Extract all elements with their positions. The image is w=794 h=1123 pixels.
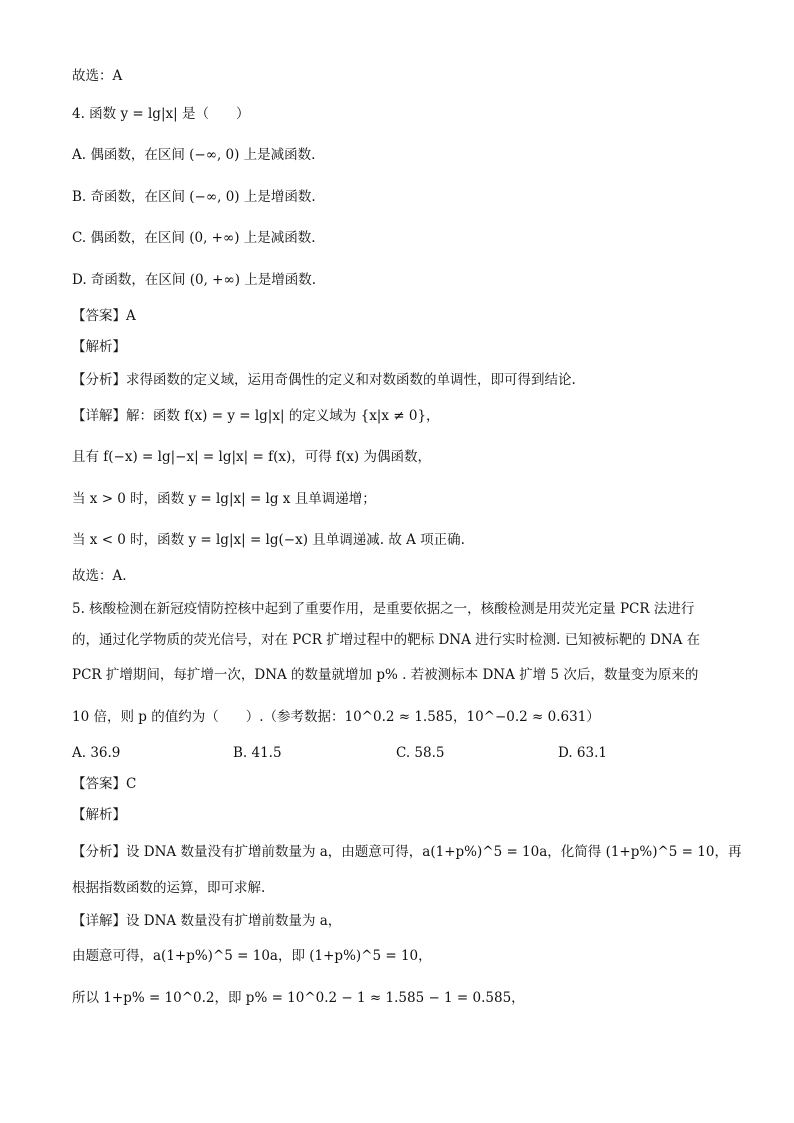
- question-4-answer: 【答案】A: [72, 308, 136, 324]
- question-5-option-a: A. 36.9: [72, 745, 121, 761]
- question-4-detail-1: 【详解】解：函数 f(x) = y = lg|x| 的定义域为 {x|x ≠ 0}，: [72, 408, 440, 424]
- question-5-detail-1: 【详解】设 DNA 数量没有扩增前数量为 a，: [72, 913, 342, 929]
- question-4-analysis-heading: 【解析】: [72, 339, 126, 355]
- question-5-stem-3: PCR 扩增期间，每扩增一次，DNA 的数量就增加 p% . 若被测标本 DNA 扩增 5 次后，数量变为原来的: [72, 667, 699, 683]
- question-5-option-b: B. 41.5: [233, 745, 282, 761]
- question-5-answer: 【答案】C: [72, 776, 137, 792]
- question-4-analysis: 【分析】求得函数的定义域，运用奇偶性的定义和对数函数的单调性，即可得到结论.: [72, 372, 576, 388]
- question-4-detail-4: 当 x < 0 时，函数 y = lg|x| = lg(−x) 且单调递减. 故 A 项正确.: [72, 532, 465, 548]
- question-4-option-d: D. 奇函数，在区间 (0, +∞) 上是增函数.: [72, 272, 317, 288]
- question-4-detail-3: 当 x > 0 时，函数 y = lg|x| = lg x 且单调递增；: [72, 491, 376, 507]
- question-5-stem-2: 的，通过化学物质的荧光信号，对在 PCR 扩增过程中的靶标 DNA 进行实时检测. 已知被标靶的 DNA 在: [72, 632, 701, 648]
- question-5-option-d: D. 63.1: [558, 745, 607, 761]
- question-5-detail-3: 所以 1+p% = 10^0.2，即 p% = 10^0.2 − 1 ≈ 1.585 − 1 = 0.585，: [72, 990, 525, 1006]
- question-4-option-b: B. 奇函数，在区间 (−∞, 0) 上是增函数.: [72, 189, 316, 205]
- question-5-option-c: C. 58.5: [396, 745, 445, 761]
- question-5-detail-2: 由题意可得，a(1+p%)^5 = 10a，即 (1+p%)^5 = 10，: [72, 948, 432, 964]
- question-4-choice: 故选：A.: [72, 568, 127, 584]
- question-5-stem-1: 5. 核酸检测在新冠疫情防控核中起到了重要作用，是重要依据之一，核酸检测是用荧光定量 PCR 法进行: [72, 601, 695, 617]
- question-5-analysis-heading: 【解析】: [72, 807, 126, 823]
- question-5-analysis-2: 根据指数函数的运算，即可求解.: [72, 880, 266, 896]
- question-5-stem-4: 10 倍，则 p 的值约为（ ）.（参考数据：10^0.2 ≈ 1.585，10^−0.2 ≈ 0.631）: [72, 709, 600, 725]
- question-5-analysis-1: 【分析】设 DNA 数量没有扩增前数量为 a，由题意可得，a(1+p%)^5 = 10a，化简得 (1+p%)^5 = 10，再: [72, 844, 742, 860]
- question-4-stem: 4. 函数 y = lg|x| 是（ ）: [72, 106, 250, 122]
- question-4-option-a: A. 偶函数，在区间 (−∞, 0) 上是减函数.: [72, 147, 316, 163]
- question-4-option-c: C. 偶函数，在区间 (0, +∞) 上是减函数.: [72, 230, 316, 246]
- question-4-detail-2: 且有 f(−x) = lg|−x| = lg|x| = f(x)，可得 f(x) 为偶函数，: [72, 449, 431, 465]
- previous-answer-line: 故选：A: [72, 68, 123, 84]
